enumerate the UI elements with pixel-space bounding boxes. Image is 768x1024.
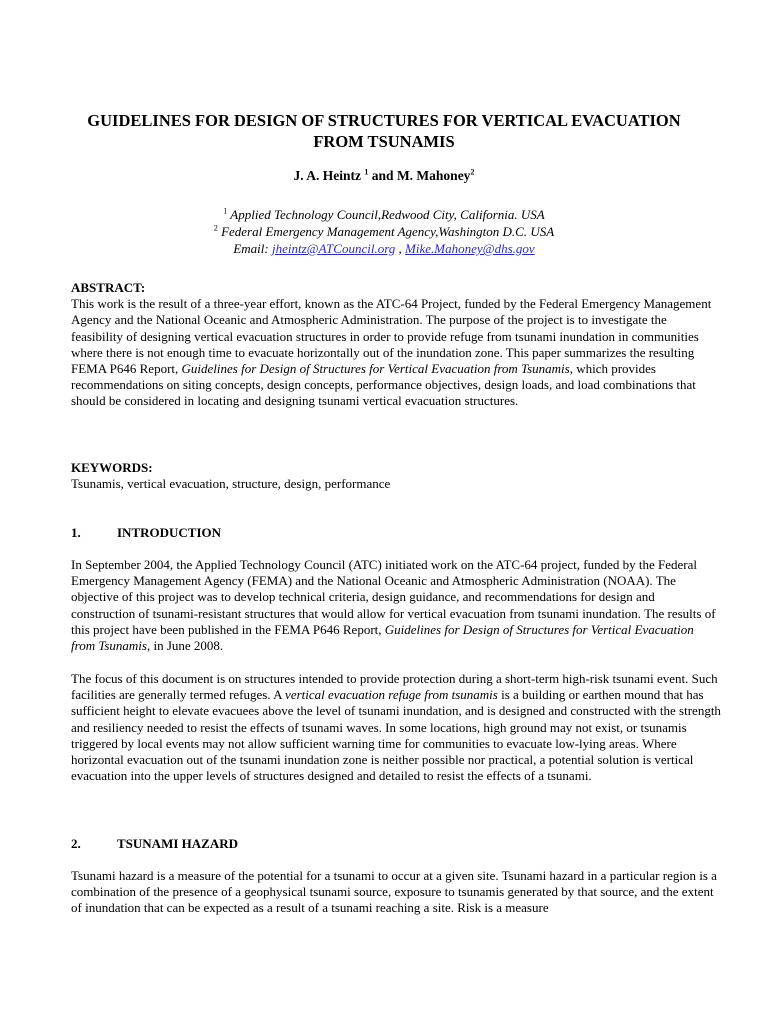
section-1-paragraph-2-text bbox=[71, 671, 721, 784]
affiliation-1-marker: 1 bbox=[223, 206, 228, 216]
section-2-paragraph-1 bbox=[71, 868, 721, 917]
s1p2-term: vertical evacuation refuge from tsunamis bbox=[285, 687, 498, 703]
keywords-label: KEYWORDS: bbox=[71, 460, 153, 475]
section-1-paragraph-2 bbox=[71, 671, 721, 784]
abstract-text bbox=[71, 296, 721, 409]
section-1-number: 1. bbox=[71, 525, 81, 540]
s1p2-part-1: The focus of this document is on structures intended to provide protection during a short-term high-risk tsunami event. Such facilities are generally termed refuges. A bbox=[71, 671, 718, 703]
email-line bbox=[0, 240, 768, 257]
keywords-text: Tsunamis, vertical evacuation, structure, design, performance bbox=[71, 476, 391, 492]
section-2-title: TSUNAMI HAZARD bbox=[117, 836, 238, 851]
author-line bbox=[0, 166, 768, 186]
email-label: Email: bbox=[233, 241, 269, 256]
s1p1-part-2: , in June 2008. bbox=[146, 638, 224, 654]
abstract-label: ABSTRACT: bbox=[71, 280, 146, 295]
section-1-paragraph-1 bbox=[71, 557, 721, 654]
section-2-number: 2. bbox=[71, 836, 81, 851]
title-line-2: FROM TSUNAMIS bbox=[313, 132, 455, 151]
affiliations bbox=[0, 206, 768, 257]
section-1-title: INTRODUCTION bbox=[117, 525, 222, 540]
s1p1-report-title: Guidelines for Design of Structures for Vertical Evacuation from Tsunamis bbox=[71, 621, 694, 654]
abstract-text-part-1: This work is the result of a three-year effort, known as the ATC-64 Project, funded by the Federal Emergency Management Agency and the National Oceanic and Atmospheric Administration. The purpose of the project is to investigate the feasibility of designing vertical evacuation structures in order to provide refuge from tsunami inundation in communities where there is not enough time to evacuate horizontally out of the inundation zone. This paper summarizes the resulting FEMA P646 Report, bbox=[71, 296, 712, 377]
section-1-heading bbox=[71, 525, 721, 541]
affiliation-1-text: Applied Technology Council,Redwood City, California. USA bbox=[230, 207, 545, 222]
section-2-paragraph-1-text: Tsunami hazard is a measure of the potential for a tsunami to occur at a given site. Tsunami hazard in a particular region is a combination of the presence of a geophysical tsunami source, exposure to tsunamis generated by that source, and the extent of inundation that can be expected as a result of a tsunami reaching a site. Risk is a measure bbox=[71, 868, 717, 916]
affiliation-2 bbox=[0, 223, 768, 240]
author-2-affil-marker: 2 bbox=[470, 167, 475, 177]
author-2: and M. Mahoney bbox=[371, 168, 471, 183]
abstract-text-part-2: , which provides recommendations on siting concepts, design concepts, performance objectives, design loads, and load combinations that should be considered in locating and designing tsunami vertical evacuation structures. bbox=[71, 361, 696, 409]
affiliation-2-marker: 2 bbox=[213, 223, 218, 233]
abstract-section bbox=[71, 280, 721, 410]
author-1: J. A. Heintz bbox=[293, 168, 362, 183]
paper-title bbox=[40, 110, 728, 152]
title-line-1: GUIDELINES FOR DESIGN OF STRUCTURES FOR VERTICAL EVACUATION bbox=[87, 111, 681, 130]
abstract-report-title: Guidelines for Design of Structures for Vertical Evacuation from Tsunamis bbox=[181, 361, 570, 377]
author-1-affil-marker: 1 bbox=[364, 167, 369, 177]
email-separator: , bbox=[398, 241, 402, 256]
s1p2-part-2: is a building or earthen mound that has sufficient height to elevate evacuees above the level of tsunami inundation, and is designed and constructed with the strength and resiliency needed to resist the effects of tsunami waves. In some locations, high ground may not exist, or tsunamis triggered by local events may not allow sufficient warning time for communities to evacuate low-lying areas. Where horizontal evacuation out of the tsunami inundation zone is neither possible nor practical, a potential solution is vertical evacuation into the upper levels of structures designed and detailed to resist the effects of a tsunami. bbox=[71, 687, 721, 784]
affiliation-1 bbox=[0, 206, 768, 223]
email-link-2[interactable]: Mike.Mahoney@dhs.gov bbox=[405, 241, 535, 256]
email-link-1[interactable]: jheintz@ATCouncil.org bbox=[271, 241, 396, 256]
affiliation-2-text: Federal Emergency Management Agency,Washington D.C. USA bbox=[221, 224, 555, 239]
keywords-section bbox=[71, 460, 721, 492]
s1p1-part-1: In September 2004, the Applied Technology Council (ATC) initiated work on the ATC-64 project, funded by the Federal Emergency Management Agency (FEMA) and the National Oceanic and Atmospheric Administration (NOAA). The objective of this project was to develop technical criteria, design guidance, and recommendations for design and construction of tsunami-resistant structures that would allow for vertical evacuation from tsunami inundation. The results of this project have been published in the FEMA P646 Report, bbox=[71, 557, 716, 637]
section-1-paragraph-1-text bbox=[71, 557, 721, 654]
section-2-heading bbox=[71, 836, 721, 852]
